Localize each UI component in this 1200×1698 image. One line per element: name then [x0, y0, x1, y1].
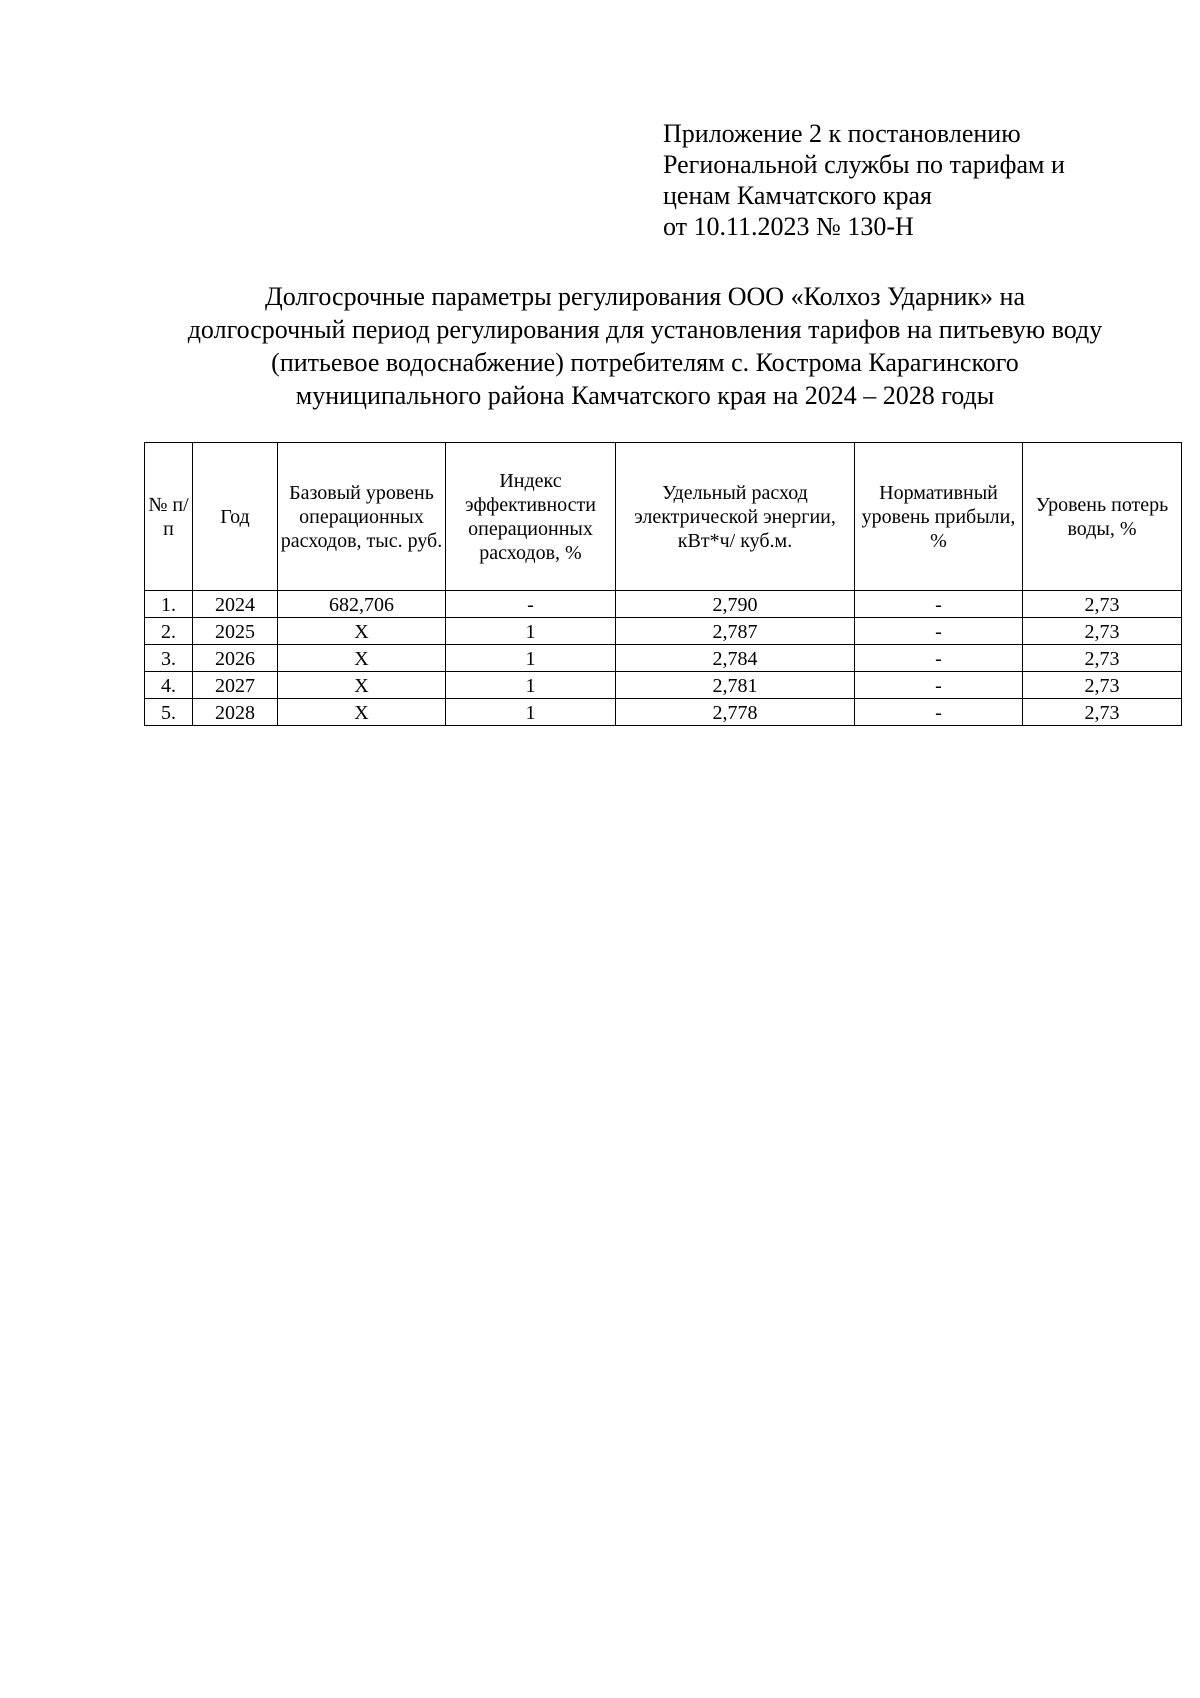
title-line: Долгосрочные параметры регулирования ООО «Колхоз Ударник» на — [265, 282, 1025, 311]
appendix-line: ценам Камчатского края — [663, 181, 932, 210]
title-line: долгосрочный период регулирования для установления тарифов на питьевую воду — [187, 315, 1103, 344]
cell-water-loss: 2,73 — [1023, 591, 1182, 618]
header-water-loss — [1023, 443, 1182, 591]
header-energy-consumption — [616, 443, 855, 591]
cell-efficiency-index: - — [446, 591, 616, 618]
cell-number: 2. — [145, 618, 193, 645]
title-line: муниципального района Камчатского края на 2024 – 2028 годы — [295, 381, 995, 410]
appendix-line: от 10.11.2023 № 130-Н — [663, 212, 914, 241]
cell-year: 2024 — [193, 591, 278, 618]
appendix-note — [663, 118, 1065, 242]
cell-energy-consumption: 2,790 — [616, 591, 855, 618]
cell-base-opex: Х — [278, 699, 446, 726]
cell-profit-level: - — [855, 618, 1023, 645]
cell-number: 1. — [145, 591, 193, 618]
header-number — [145, 443, 193, 591]
cell-profit-level: - — [855, 672, 1023, 699]
cell-year: 2026 — [193, 645, 278, 672]
cell-water-loss: 2,73 — [1023, 618, 1182, 645]
header-year — [193, 443, 278, 591]
cell-profit-level: - — [855, 699, 1023, 726]
cell-year: 2025 — [193, 618, 278, 645]
title-line: (питьевое водоснабжение) потребителям с. Кострома Карагинского — [271, 348, 1019, 377]
cell-year: 2028 — [193, 699, 278, 726]
table-row — [145, 672, 1182, 699]
cell-profit-level: - — [855, 591, 1023, 618]
table-row — [145, 645, 1182, 672]
cell-energy-consumption: 2,781 — [616, 672, 855, 699]
cell-number: 5. — [145, 699, 193, 726]
table-row — [145, 591, 1182, 618]
cell-energy-consumption: 2,784 — [616, 645, 855, 672]
cell-efficiency-index: 1 — [446, 618, 616, 645]
cell-base-opex: Х — [278, 672, 446, 699]
header-efficiency-index-label: Индекс эффективности операционных расходов, % — [464, 469, 596, 564]
table-row — [145, 618, 1182, 645]
parameters-table — [144, 442, 1182, 726]
cell-efficiency-index: 1 — [446, 672, 616, 699]
cell-number: 4. — [145, 672, 193, 699]
cell-water-loss: 2,73 — [1023, 672, 1182, 699]
header-water-loss-label: Уровень потерь воды, % — [1035, 493, 1169, 540]
header-base-opex-label: Базовый уровень операционных расходов, тыс. руб. — [280, 481, 443, 552]
table-header-row — [145, 443, 1182, 591]
cell-number: 3. — [145, 645, 193, 672]
cell-base-opex: Х — [278, 645, 446, 672]
cell-water-loss: 2,73 — [1023, 645, 1182, 672]
header-efficiency-index — [446, 443, 616, 591]
appendix-line: Приложение 2 к постановлению — [663, 119, 1021, 148]
cell-water-loss: 2,73 — [1023, 699, 1182, 726]
header-number-label: № п/п — [148, 493, 189, 540]
header-year-label: Год — [220, 505, 250, 528]
header-energy-consumption-label: Удельный расход электрической энергии, кВт*ч/ куб.м. — [634, 481, 836, 552]
header-base-opex — [278, 443, 446, 591]
cell-energy-consumption: 2,787 — [616, 618, 855, 645]
header-profit-level — [855, 443, 1023, 591]
cell-profit-level: - — [855, 645, 1023, 672]
document-title — [130, 280, 1160, 412]
header-profit-level-label: Нормативный уровень прибыли, % — [861, 481, 1016, 552]
cell-base-opex: Х — [278, 618, 446, 645]
appendix-line: Региональной службы по тарифам и — [663, 150, 1065, 179]
cell-efficiency-index: 1 — [446, 699, 616, 726]
table-row — [145, 699, 1182, 726]
cell-base-opex: 682,706 — [278, 591, 446, 618]
cell-year: 2027 — [193, 672, 278, 699]
cell-efficiency-index: 1 — [446, 645, 616, 672]
cell-energy-consumption: 2,778 — [616, 699, 855, 726]
